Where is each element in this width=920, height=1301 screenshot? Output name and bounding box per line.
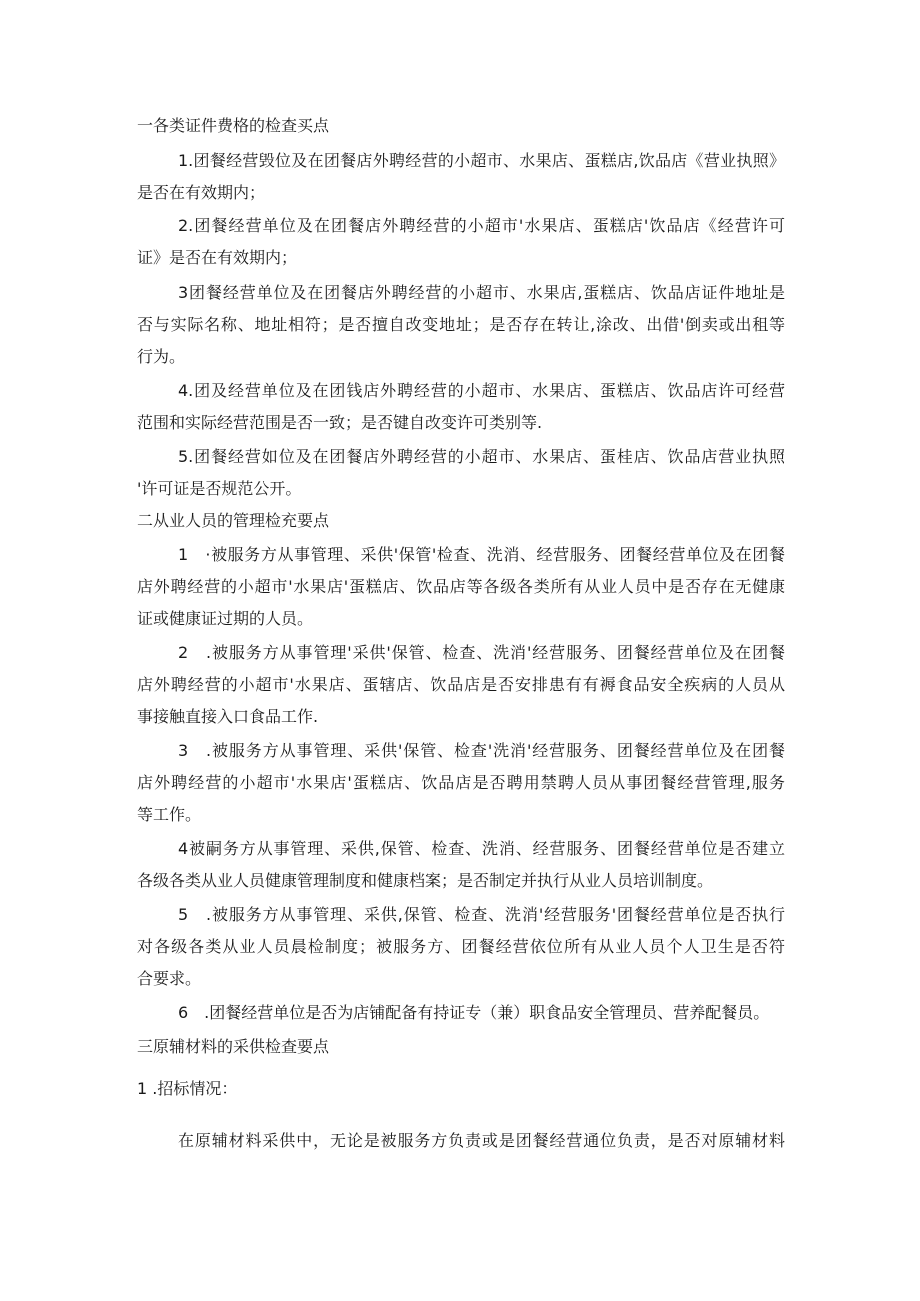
paragraph-line: 行为。 xyxy=(137,347,186,366)
paragraph-line: 3团餐经营单位及在团餐店外聘经营的小超市、水果店,蛋糕店、饮品店证件地址是 xyxy=(178,283,785,302)
paragraph-line: 事接触直接入口食品工作. xyxy=(137,707,319,726)
paragraph-line: 2.团餐经营单位及在团餐店外聘经营的小超市'水果店、蛋糕店'饮品店《经营许可 xyxy=(178,216,785,235)
paragraph-line: 合要求。 xyxy=(137,969,202,988)
paragraph-line: 在原辅材料采供中，无论是被服务方负责或是团餐经营通位负责，是否对原辅材料 xyxy=(178,1131,785,1150)
paragraph-line: 证或健康证过期的人员。 xyxy=(137,609,314,628)
paragraph-line: 范围和实际经营范围是否一致；是否键自改变许可类别等. xyxy=(137,413,543,432)
paragraph-line: '许可证是否规范公开。 xyxy=(137,479,302,498)
paragraph-line: 店外聘经营的小超市'水果店'蛋糕店、饮品店等各级各类所有从业人员中是否存在无健康 xyxy=(137,577,785,596)
paragraph-line: 对各级各类从业人员晨检制度；被服务方、团餐经营依位所有从业人员个人卫生是否符 xyxy=(137,937,785,956)
paragraph-line: 证》是否在有效期内； xyxy=(137,248,298,267)
paragraph-line: 3 .被服务方从事管理、采供'保管、检查'洗消'经营服务、团餐经营单位及在团餐 xyxy=(178,741,785,760)
paragraph-line: 6 .团餐经营单位是否为店铺配备有持证专（兼）职食品安全管理员、营养配餐员。 xyxy=(178,1003,770,1022)
section-heading-2: 二从业人员的管理检充要点 xyxy=(137,511,330,530)
paragraph-line: 店外聘经营的小超市'水果店'蛋糕店、饮品店是否聘用禁聘人员从事团餐经营管理,服务 xyxy=(137,773,785,792)
paragraph-line: 是否在有效期内； xyxy=(137,183,266,202)
paragraph-line: 5.团餐经营如位及在团餐店外聘经营的小超市、水果店、蛋桂店、饮品店营业执照 xyxy=(178,447,785,466)
paragraph-line: 5 .被服务方从事管理、采供,保管、检查、洗消'经营服务'团餐经营单位是否执行 xyxy=(178,905,785,924)
paragraph-line: 2 .被服务方从事管理'采供'保管、检查、洗消'经营服务、团餐经营单位及在团餐 xyxy=(178,643,785,662)
paragraph-line: 店外聘经营的小超市'水果店、蛋辖店、饮品店是否安排患有有褥食品安全疾病的人员从 xyxy=(137,675,785,694)
paragraph-line: 否与实际名称、地址相符；是否擅自改变地址；是否存在转让,涂改、出借'倒卖或出租等 xyxy=(137,315,785,334)
paragraph-line: 1 ·被服务方从事管理、采供'保管'检查、洗消、经营服务、团餐经营单位及在团餐 xyxy=(178,545,785,564)
paragraph-line: 各级各类从业人员健康管理制度和健康档案；是否制定并执行从业人员培训制度。 xyxy=(137,871,714,890)
paragraph-line: 4.团及经营单位及在团钱店外聘经营的小超市、水果店、蛋糕店、饮品店许可经营 xyxy=(178,381,785,400)
paragraph-line: 等工作。 xyxy=(137,805,202,824)
paragraph-line: 4被嗣务方从事管理、采供,保管、检查、洗消、经营服务、团餐经营单位是否建立 xyxy=(178,839,785,858)
section-heading-3: 三原辅材料的采供检查要点 xyxy=(137,1037,330,1056)
paragraph-line: 1.团餐经营毁位及在团餐店外聘经营的小超市、水果店、蛋糕店,饮品店《营业执照》 xyxy=(178,151,785,170)
subheading: 1 .招标情况： xyxy=(137,1079,238,1098)
section-heading-1: 一各类证件费格的检查买点 xyxy=(137,116,330,135)
